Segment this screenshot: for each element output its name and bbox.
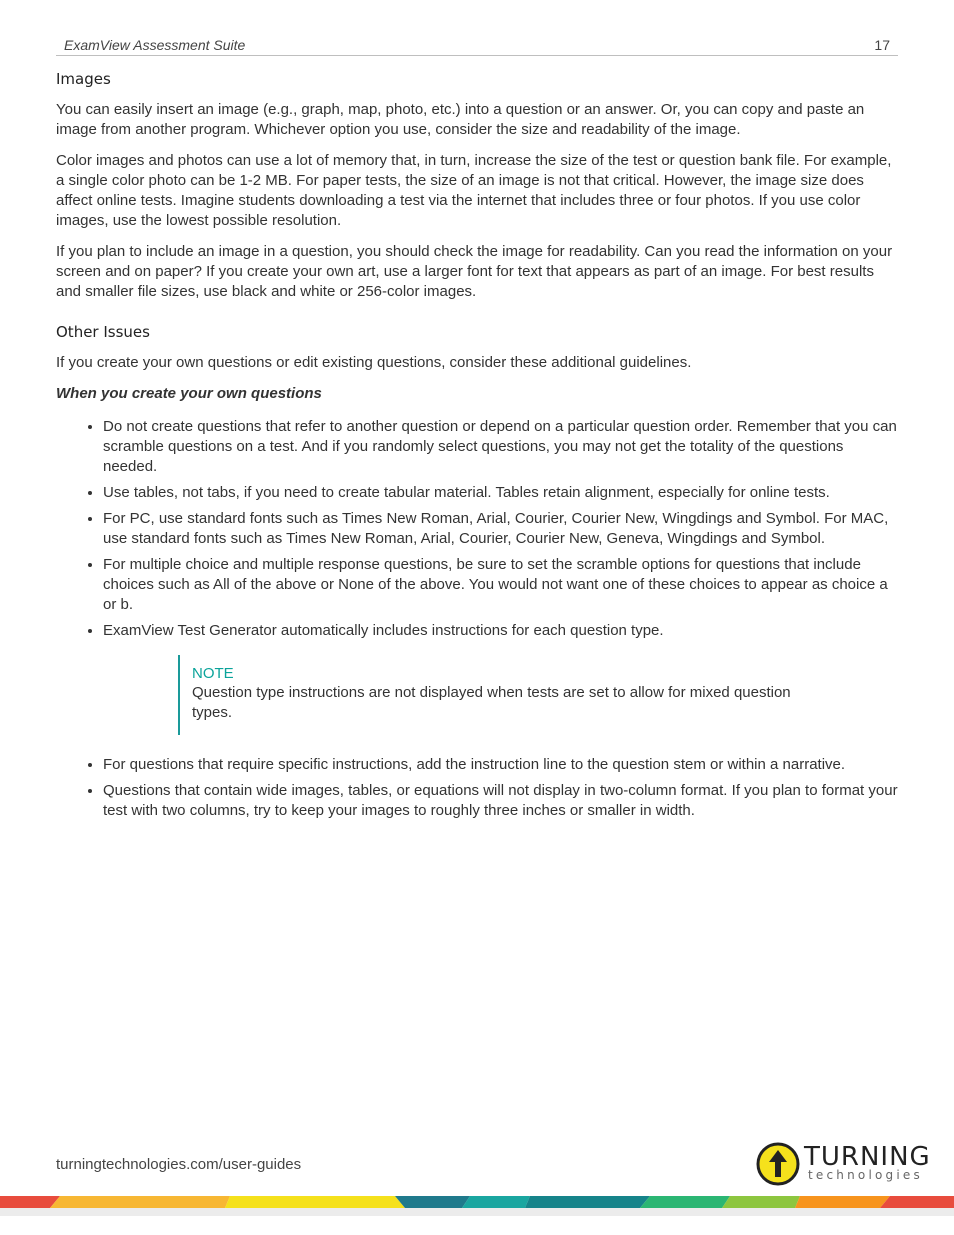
note-text: Question type instructions are not displayed when tests are set to allow for mixed question types. [192,684,791,721]
list-item-text: Questions that contain wide images, tables, or equations will not display in two-column format. If you plan to format your test with two columns, try to keep your images to roughly three inches or smaller in width. [103,782,898,819]
turning-technologies-logo [756,1141,932,1187]
guidelines-list-continued [56,755,898,821]
note-title: NOTE [192,665,234,682]
list-item-text: Do not create questions that refer to another question or depend on a particular question order. Remember that you can scramble questions on a test. And if you randomly select questions, you may not get the totality of the questions needed. [103,418,897,475]
images-paragraph-3: If you plan to include an image in a question, you should check the image for readability. Can you read the information on your screen and on paper? If you create your own art, use a larger font for text that appears as part of an image. For best results and smaller file sizes, use black and white or 256-color images. [56,243,893,300]
images-paragraph-1: You can easily insert an image (e.g., graph, map, photo, etc.) into a question or an answer. Or, you can copy and paste an image from another program. Whichever option you use, consider the size and readability of the image. [56,101,865,138]
list-item [103,621,898,641]
list-item-text: For multiple choice and multiple response questions, be sure to set the scramble options for questions that include choices such as All of the above or None of the above. You would not want one of these choices to appear as choice a or b. [103,556,888,613]
turning-arrow-icon [756,1141,802,1187]
bullet-icon [88,425,92,429]
page-header [56,36,898,56]
bullet-icon [88,491,92,495]
list-item [103,755,898,775]
footer-url-link[interactable]: turningtechnologies.com/user-guides [56,1156,302,1173]
page-number: 17 [874,37,890,53]
list-item-text: Use tables, not tabs, if you need to create tabular material. Tables retain alignment, especially for online tests. [103,484,830,501]
note-callout [178,655,792,735]
bullet-icon [88,629,92,633]
other-issues-heading: Other Issues [56,323,150,341]
list-item [103,483,898,503]
list-item [103,417,898,477]
images-heading: Images [56,70,111,88]
images-paragraph-2: Color images and photos can use a lot of memory that, in turn, increase the size of the test or question bank file. For example, a single color photo can be 1-2 MB. For paper tests, the size of an image is not that critical. However, the image size does affect online tests. Imagine students downloading a test via the internet that includes three or four photos. If you use color images, use the lowest possible resolution. [56,152,892,229]
document-title: ExamView Assessment Suite [64,37,246,53]
list-item-text: For PC, use standard fonts such as Times New Roman, Arial, Courier, Courier New, Wingdings and Symbol. For MAC, use standard fonts such as Times New Roman, Arial, Courier, Courier New, Geneva, Wingdings and Symbol. [103,510,889,547]
logo-wordmark: TURNING [804,1142,931,1172]
list-item-text: ExamView Test Generator automatically includes instructions for each question type. [103,622,664,639]
list-item [103,509,898,549]
other-issues-intro: If you create your own questions or edit existing questions, consider these additional guidelines. [56,354,692,371]
bullet-icon [88,789,92,793]
guidelines-list [56,417,898,641]
bullet-icon [88,763,92,767]
list-item-text: For questions that require specific instructions, add the instruction line to the question stem or within a narrative. [103,756,846,773]
footer-color-stripe [0,1196,954,1208]
list-item [103,781,898,821]
bullet-icon [88,563,92,567]
own-questions-subheading: When you create your own questions [56,385,322,402]
logo-subtext: technologies [808,1168,923,1182]
list-item [103,555,898,615]
bullet-icon [88,517,92,521]
page-content [56,68,898,827]
footer-stripe-shadow [0,1208,954,1216]
